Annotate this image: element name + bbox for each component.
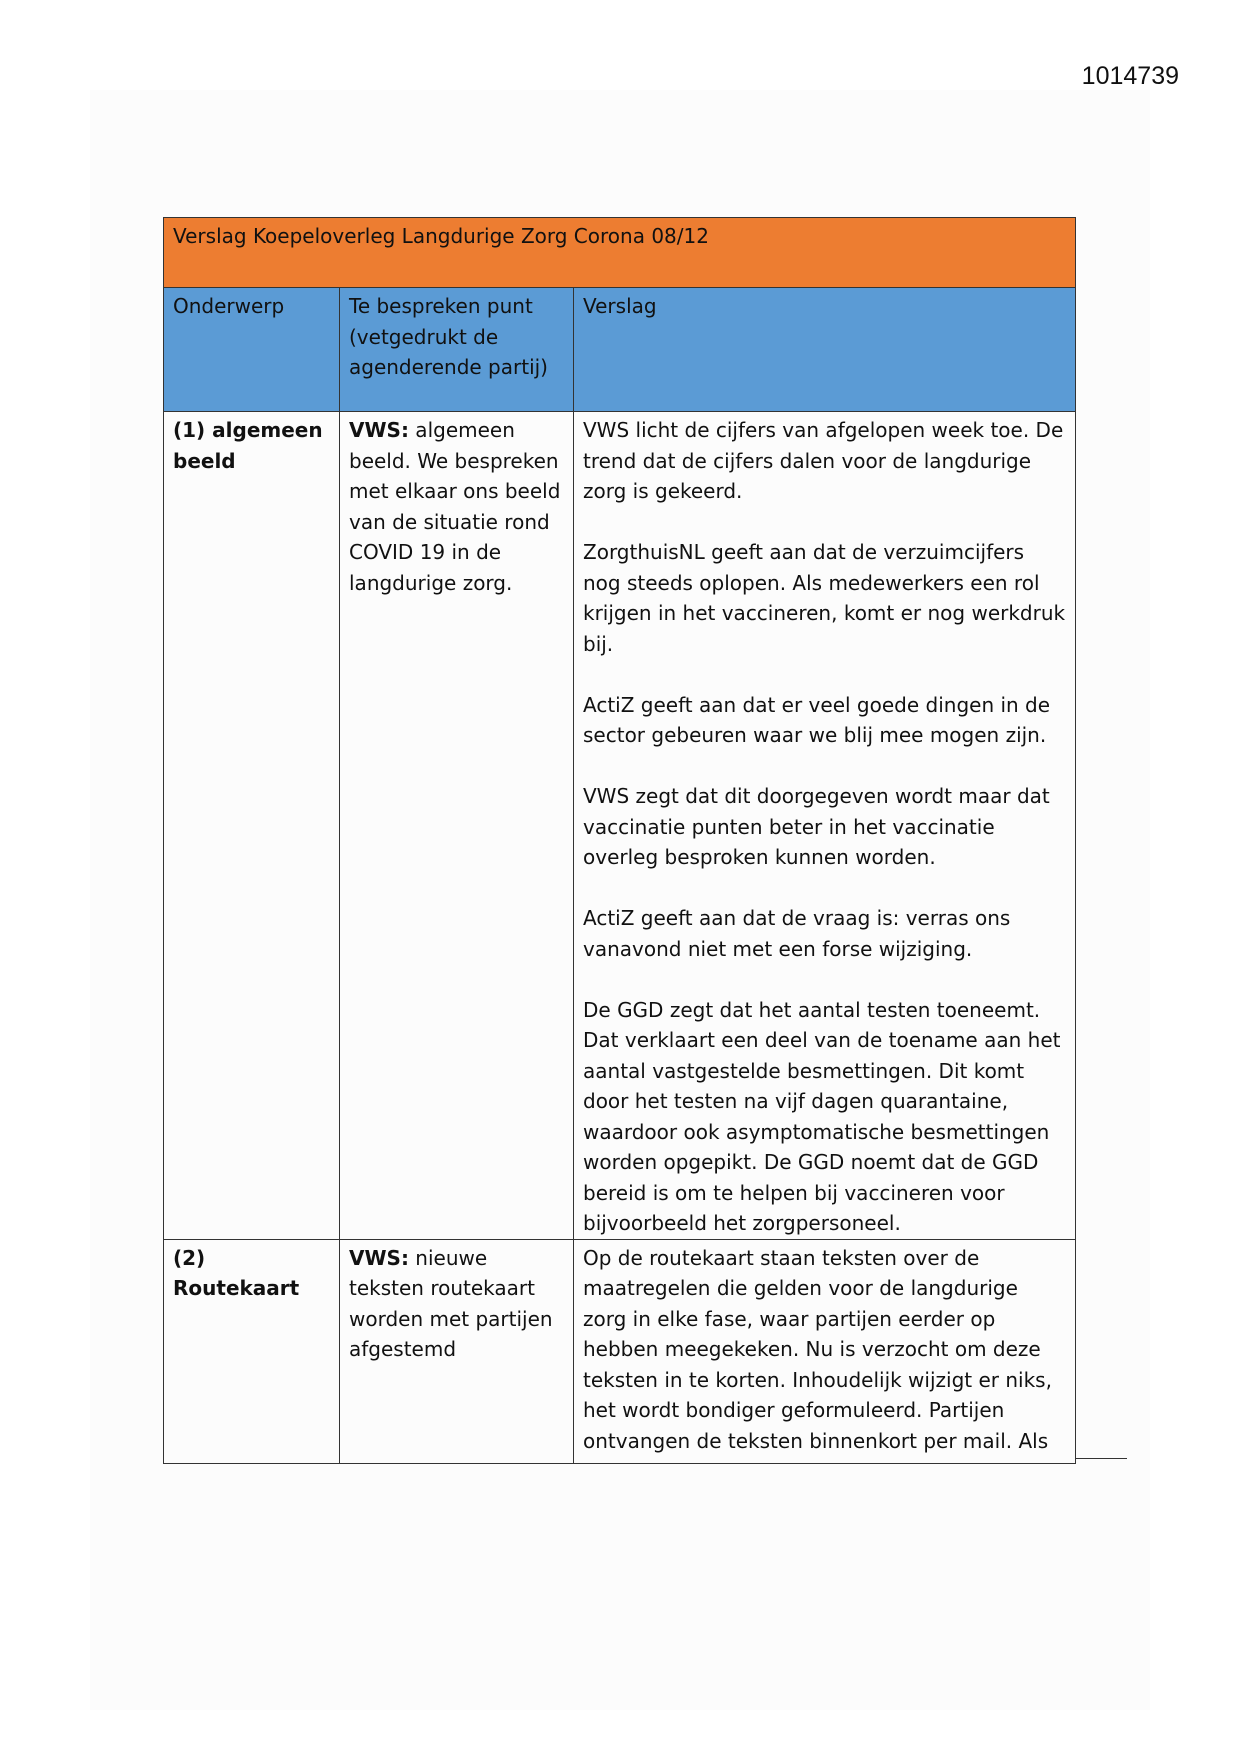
report-paragraph: ActiZ geeft aan dat de vraag is: verras ons vanavond niet met een forse wijziging. — [583, 906, 1011, 961]
report-cell — [574, 1239, 1076, 1463]
agenda-text: algemeen beeld. We bespreken met elkaar ons beeld van de situatie rond COVID 19 in de langdurige zorg. — [349, 418, 561, 595]
table-row — [164, 412, 1076, 1240]
header-report: Verslag — [574, 288, 1076, 412]
topic-cell — [164, 412, 340, 1240]
point-cell — [340, 1239, 574, 1463]
topic-text: (1) algemeen beeld — [173, 418, 323, 473]
table-continuation-line — [1075, 1458, 1127, 1459]
title-row — [164, 218, 1076, 288]
point-cell — [340, 412, 574, 1240]
topic-text: (2) Routekaart — [173, 1245, 300, 1300]
topic-cell — [164, 1239, 340, 1463]
report-table — [163, 217, 1076, 1464]
header-point: Te bespreken punt (vetgedrukt de agenderende partij) — [340, 288, 574, 412]
agenda-party: VWS: — [349, 418, 409, 442]
agenda-party: VWS: — [349, 1245, 409, 1270]
report-paragraph: ActiZ geeft aan dat er veel goede dingen in de sector gebeuren waar we blij mee mogen zijn. — [583, 692, 1051, 747]
header-topic: Onderwerp — [164, 288, 340, 412]
report-cell — [574, 412, 1076, 1240]
report-paragraph: VWS zegt dat dit doorgegeven wordt maar dat vaccinatie punten beter in het vaccinatie overleg besproken kunnen worden. — [583, 784, 1050, 869]
agenda-text: nieuwe teksten routekaart worden met partijen afgestemd — [349, 1245, 553, 1361]
header-row — [164, 288, 1076, 412]
report-paragraph: De GGD zegt dat het aantal testen toeneemt. Dat verklaart een deel van de toename aan het aantal vastgestelde besmettingen. Dit komt door het testen na vijf dagen quarantaine, waardoor ook asymptomatische besmettingen worden opgepikt. De GGD noemt dat de GGD bereid is om te helpen bij vaccineren voor bijvoorbeeld het zorgpersoneel. — [583, 997, 1061, 1235]
report-title: Verslag Koepeloverleg Langdurige Zorg Corona 08/12 — [164, 218, 1076, 288]
report-paragraph: ZorgthuisNL geeft aan dat de verzuimcijfers nog steeds oplopen. Als medewerkers een rol krijgen in het vaccineren, komt er nog werkdruk bij. — [583, 540, 1066, 656]
document-number: 1014739 — [1081, 62, 1179, 90]
table-row — [164, 1239, 1076, 1463]
report-paragraph: VWS licht de cijfers van afgelopen week toe. De trend dat de cijfers dalen voor de langdurige zorg is gekeerd. — [583, 418, 1064, 503]
report-paragraph: Op de routekaart staan teksten over de maatregelen die gelden voor de langdurige zorg in elke fase, waar partijen eerder op hebben meegekeken. Nu is verzocht om deze teksten in te korten. Inhoudelijk wijzigt er niks, het wordt bondiger geformuleerd. Partijen ontvangen de teksten binnenkort per mail. Als — [583, 1245, 1052, 1453]
